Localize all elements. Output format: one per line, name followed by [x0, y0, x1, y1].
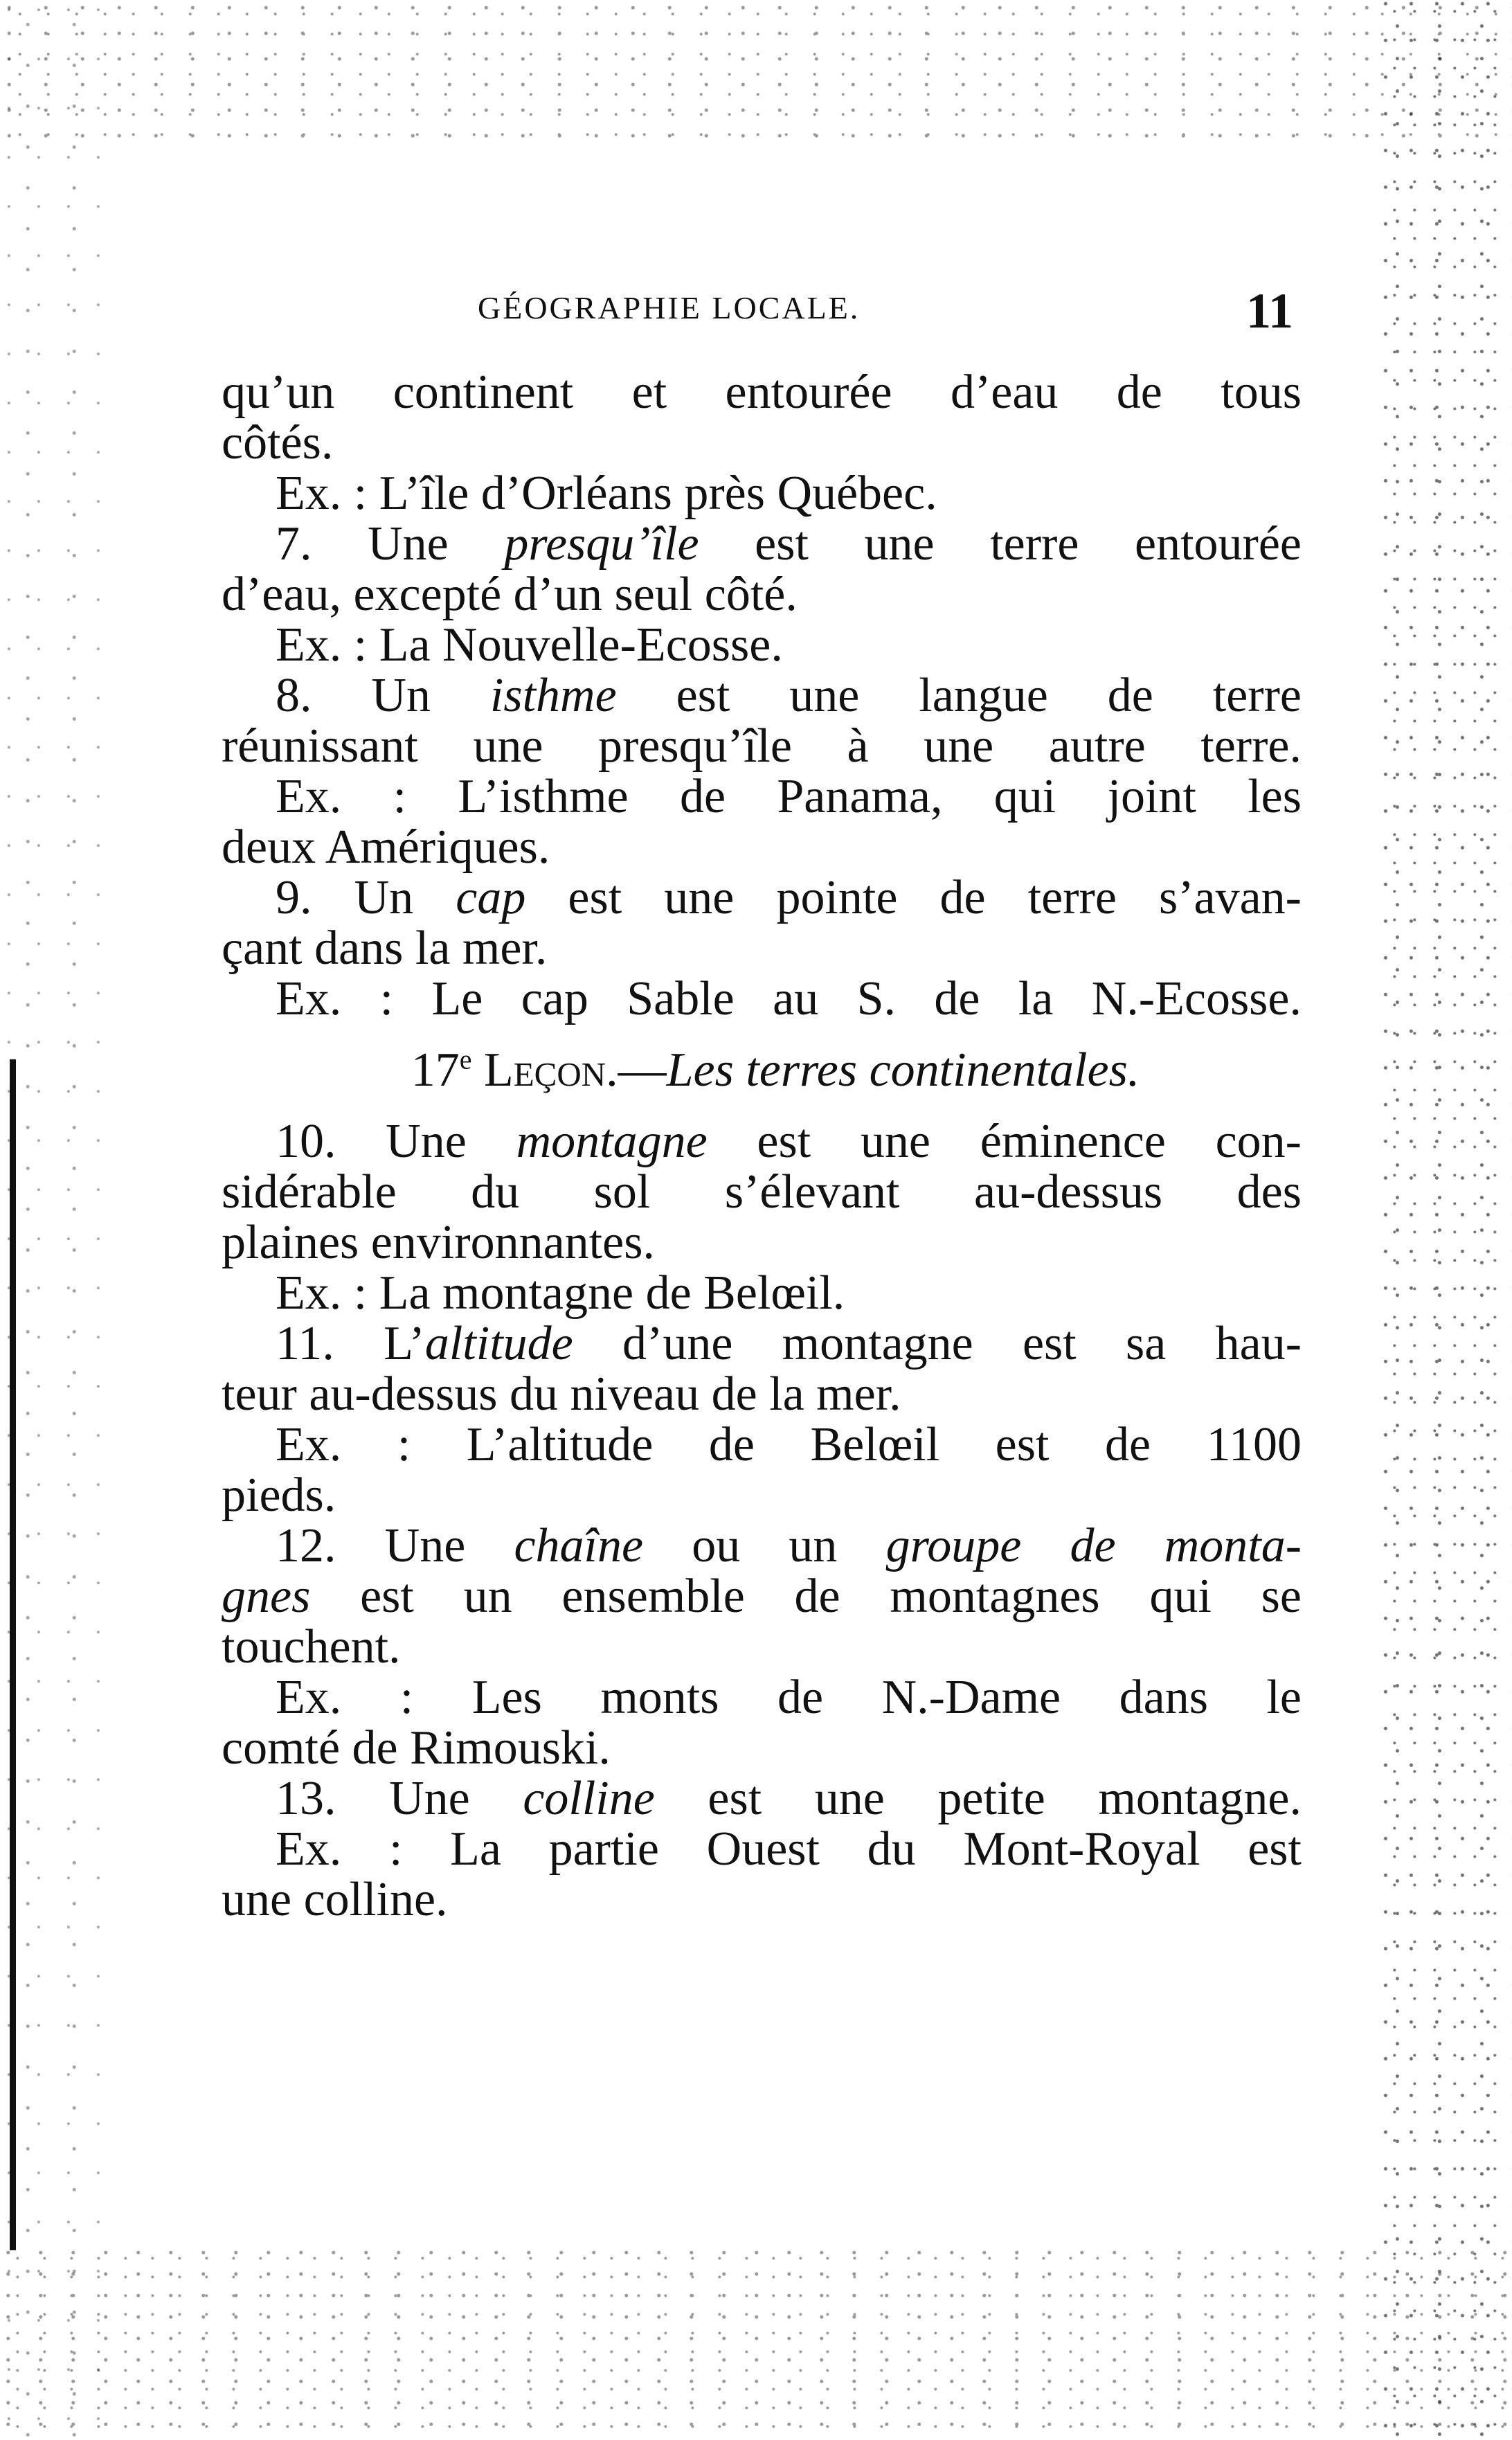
page-number: 11 — [1245, 283, 1293, 339]
text-line: une colline. — [222, 1873, 448, 1926]
text-line: gnes est un ensemble de montagnes qui se — [222, 1570, 1302, 1623]
text-line: comté de Rimouski. — [222, 1721, 611, 1775]
text-line: pieds. — [222, 1469, 336, 1522]
text-line: touchent. — [222, 1620, 401, 1674]
text-line: plaines environnantes. — [222, 1216, 655, 1269]
scan-noise-right-edge — [1380, 0, 1512, 2440]
margin-binding-rule — [10, 1059, 16, 2250]
text-line: qu’un continent et entourée d’eau de tous — [222, 366, 1302, 419]
running-head: GÉOGRAPHIE LOCALE. — [478, 290, 861, 325]
example-line: Ex. : L’île d’Orléans près Québec. — [276, 467, 937, 520]
body-text — [222, 367, 1302, 1925]
term: montagne — [516, 1115, 708, 1168]
text-line: réunissant une presqu’île à une autre terre. — [222, 719, 1302, 773]
lesson-heading: 17e Leçon.—Les terres continentales. — [411, 1043, 1140, 1097]
term: groupe de monta- — [885, 1519, 1302, 1572]
example-line: Ex. : L’isthme de Panama, qui joint les — [276, 770, 1302, 823]
text-line: teur au-dessus du niveau de la mer. — [222, 1367, 901, 1421]
definition-line: 7. Une presqu’île est une terre entourée — [276, 517, 1302, 571]
example-line: Ex. : La montagne de Belœil. — [276, 1266, 845, 1320]
example-line: Ex. : La partie Ouest du Mont-Royal est — [276, 1822, 1302, 1876]
term: altitude — [424, 1317, 573, 1370]
text-line: sidérable du sol s’élevant au-dessus des — [222, 1165, 1302, 1219]
definition-line: 12. Une chaîne ou un groupe de monta- — [276, 1519, 1302, 1572]
example-line: Ex. : La Nouvelle-Ecosse. — [276, 618, 783, 672]
scan-noise-bottom — [0, 2246, 1512, 2440]
text-line: d’eau, excepté d’un seul côté. — [222, 568, 798, 621]
term: cap — [456, 871, 526, 924]
text-line: côtés. — [222, 416, 334, 469]
text-line: çant dans la mer. — [222, 922, 548, 975]
example-line: Ex. : Les monts de N.-Dame dans le — [276, 1671, 1302, 1724]
term: presqu’île — [504, 517, 699, 571]
term: chaîne — [514, 1519, 644, 1572]
definition-line: 11. L’altitude d’une montagne est sa hau- — [276, 1317, 1302, 1370]
term: gnes — [222, 1570, 311, 1623]
definition-line: 8. Un isthme est une langue de terre — [276, 669, 1302, 722]
term: colline — [523, 1772, 655, 1825]
definition-line: 13. Une colline est une petite montagne. — [276, 1772, 1302, 1825]
definition-line: 9. Un cap est une pointe de terre s’avan- — [276, 871, 1302, 924]
definition-line: 10. Une montagne est une éminence con- — [276, 1115, 1302, 1168]
example-line: Ex. : Le cap Sable au S. de la N.-Ecosse. — [276, 972, 1302, 1025]
text-line: deux Amériques. — [222, 820, 550, 874]
term: isthme — [489, 669, 617, 722]
example-line: Ex. : L’altitude de Belœil est de 1100 — [276, 1418, 1302, 1471]
page-header — [478, 283, 1329, 345]
scan-noise-top — [0, 0, 1512, 152]
